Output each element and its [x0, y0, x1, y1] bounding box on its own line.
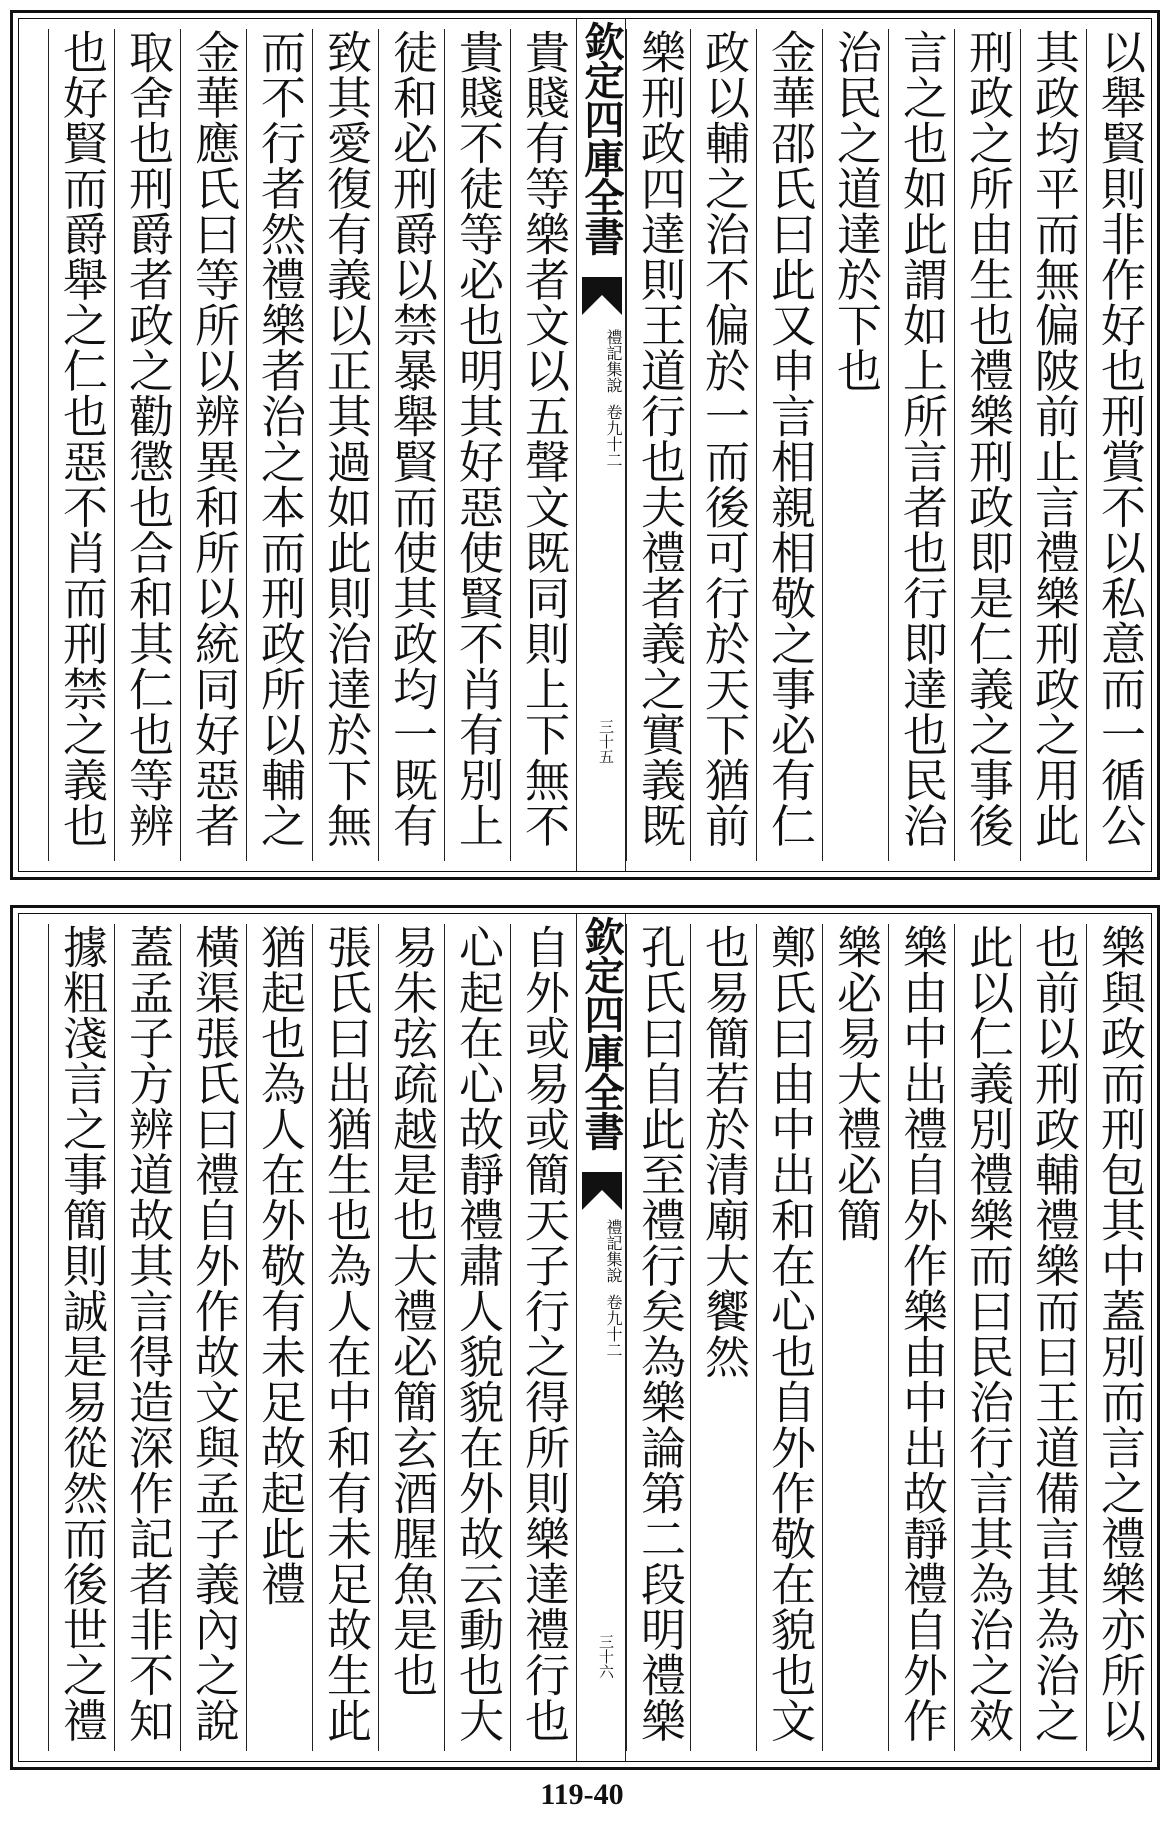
gutter-title: 欽定四庫全書 — [578, 21, 625, 255]
text-column: 蓋孟子方辨道故其言得造深作記者非不知 — [114, 924, 180, 1751]
text-column: 樂與政而刑包其中蓋別而言之禮樂亦所以 — [1086, 924, 1152, 1751]
gutter-title: 欽定四庫全書 — [578, 916, 625, 1150]
text-column: 孔氏曰自此至禮行矣為樂論第二段明禮樂 — [626, 924, 692, 1751]
page-bottom-frame — [18, 913, 1152, 1762]
center-gutter — [576, 19, 626, 871]
page-number: 119-40 — [540, 1778, 624, 1811]
text-column: 而不行者然禮樂者治之本而刑政所以輔之 — [246, 29, 312, 861]
text-column: 其政均平而無偏陂前止言禮樂刑政之用此 — [1020, 29, 1086, 861]
page-top-frame — [18, 18, 1152, 872]
text-column: 言之也如此謂如上所言者也行即達也民治 — [888, 29, 954, 861]
text-column: 此以仁義別禮樂而曰民治行言其為治之效 — [954, 924, 1020, 1751]
text-column: 也前以刑政輔禮樂而曰王道備言其為治之 — [1020, 924, 1086, 1751]
gutter-folio: 三十五 — [597, 719, 615, 764]
text-column: 易朱弦疏越是也大禮必簡玄酒腥魚是也 — [378, 924, 444, 1751]
text-column: 心起在心故靜禮肅人貌貌在外故云動也大 — [444, 924, 510, 1751]
text-column: 橫渠張氏曰禮自外作故文與孟子義內之說 — [180, 924, 246, 1751]
gutter-volume: 卷九十二 — [604, 1294, 623, 1358]
text-column: 也易簡若於清廟大饗然 — [690, 924, 756, 1751]
text-column: 樂刑政四達則王道行也夫禮者義之實義既 — [626, 29, 692, 861]
text-column: 刑政之所由生也禮樂刑政即是仁義之事後 — [954, 29, 1020, 861]
text-column: 金華邵氏曰此又申言相親相敬之事必有仁 — [756, 29, 822, 861]
text-column: 治民之道達於下也 — [822, 29, 888, 861]
text-column: 樂由中出禮自外作樂由中出故靜禮自外作 — [888, 924, 954, 1751]
gutter-book: 禮記集說 — [604, 329, 623, 393]
fishtail-mark-icon — [580, 1172, 624, 1212]
text-column: 張氏曰出猶生也為人在中和有未足故生此 — [312, 924, 378, 1751]
text-column: 鄭氏曰由中出和在心也自外作敬在貌也文 — [756, 924, 822, 1751]
text-column: 自外或易或簡天子行之得所則樂達禮行也 — [510, 924, 576, 1751]
text-column: 以舉賢則非作好也刑賞不以私意而一循公 — [1086, 29, 1152, 861]
page-top — [10, 10, 1160, 880]
fishtail-mark-icon — [580, 277, 624, 317]
page-bottom — [10, 905, 1160, 1770]
text-column: 也好賢而爵舉之仁也惡不肖而刑禁之義也 — [48, 29, 114, 861]
text-column: 據粗淺言之事簡則誠是易從然而後世之禮 — [48, 924, 114, 1751]
text-column: 貴賤不徒等必也明其好惡使賢不肖有別上 — [444, 29, 510, 861]
text-column: 致其愛復有義以正其過如此則治達於下無 — [312, 29, 378, 861]
gutter-book: 禮記集說 — [604, 1219, 623, 1283]
text-column: 取舍也刑爵者政之勸懲也合和其仁也等辨 — [114, 29, 180, 861]
center-gutter — [576, 914, 626, 1761]
gutter-volume: 卷九十二 — [604, 404, 623, 468]
text-column: 猶起也為人在外敬有未足故起此禮 — [246, 924, 312, 1751]
text-column: 貴賤有等樂者文以五聲文既同則上下無不 — [510, 29, 576, 861]
text-column: 徒和必刑爵以禁暴舉賢而使其政均一既有 — [378, 29, 444, 861]
text-column: 樂必易大禮必簡 — [822, 924, 888, 1751]
text-column: 政以輔之治不偏於一而後可行於天下猶前 — [690, 29, 756, 861]
text-column: 金華應氏曰等所以辨異和所以統同好惡者 — [180, 29, 246, 861]
gutter-folio: 三十六 — [597, 1634, 615, 1679]
